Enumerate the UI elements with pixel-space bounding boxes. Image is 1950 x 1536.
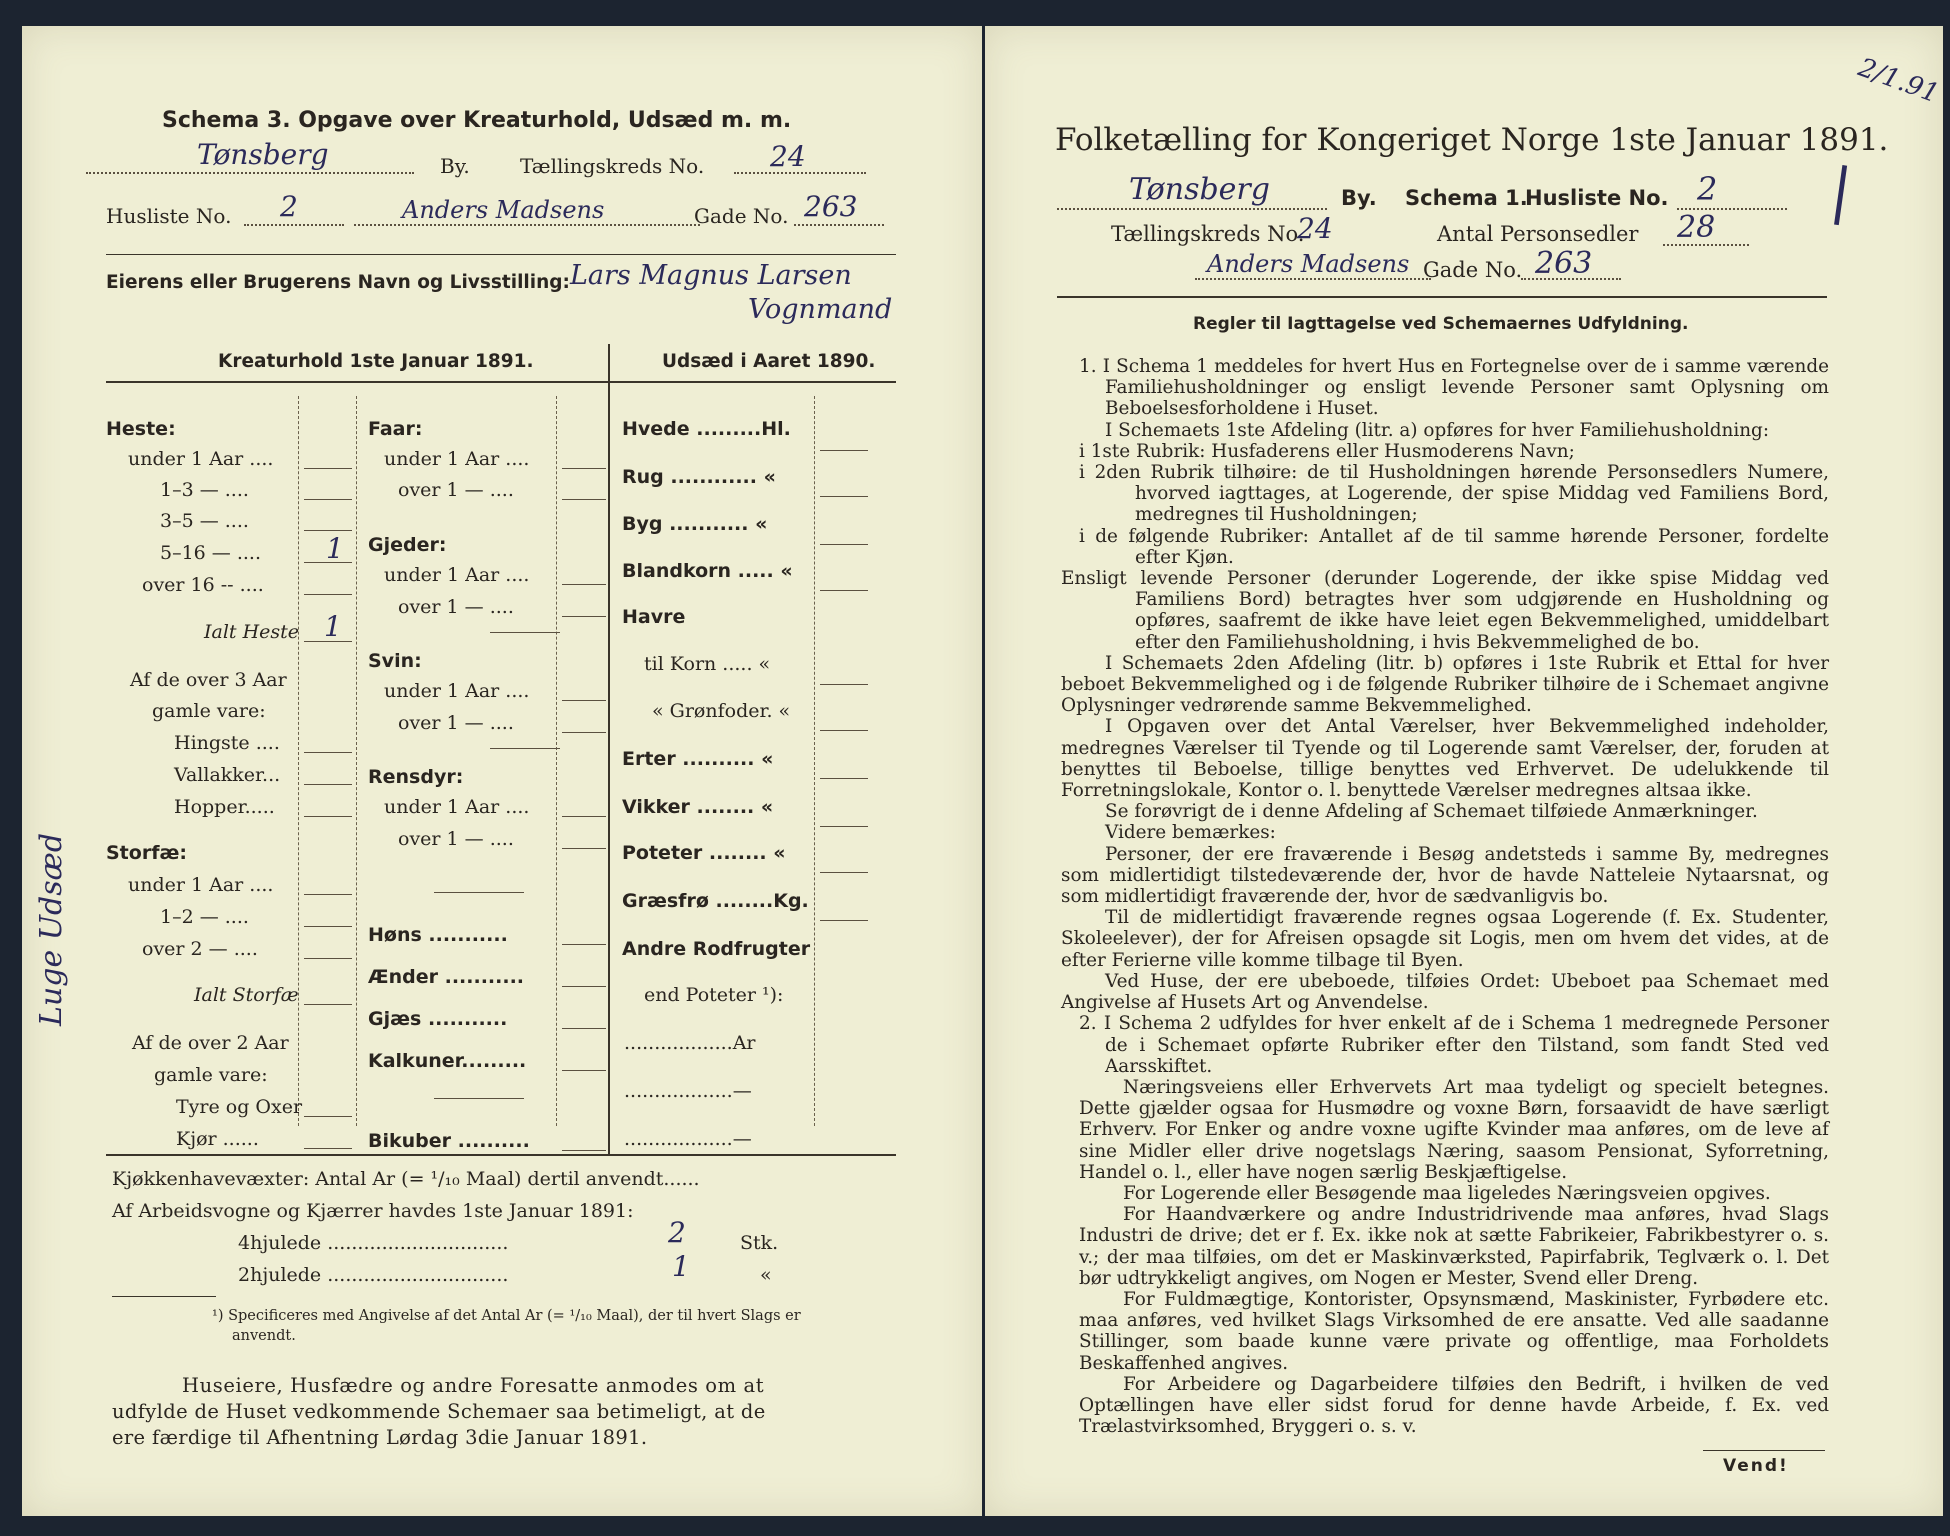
right-gade-handwritten: 263 [1535,246,1593,281]
schema1-label: Schema 1. [1405,186,1528,210]
kalkuner-label: Kalkuner......... [368,1050,527,1072]
rule-p17: For Haandværkere og andre Industridrivende maa anføres, hvad Slags Industri de drive; det er f. Ex. ikke nok at sætte Fabrikeier, Fabrikbestyrer o. s. v.; der maa tilføies, om det er Maskinværksted, Papirfabrik, Teglværk o. l. Det bør udtrykkeligt angives, om Nogen er Mester, Svend eller Dreng. [1079,1204,1829,1289]
table-bottom-rule [106,1154,896,1156]
rensdyr-over1: over 1 — .... [398,828,514,850]
rule-p3: i 1ste Rubrik: Husfaderens eller Husmoderens Navn; [1079,440,1575,462]
right-street-line [1195,278,1431,280]
kjor: Kjør ...... [176,1128,259,1150]
footnote-2: anvendt. [232,1328,296,1344]
rules-heading: Regler til Iagttagelse ved Schemaernes Udfyldning. [1193,314,1689,334]
gjeder-under1: under 1 Aar .... [384,564,530,586]
rule-p1: 1. I Schema 1 meddeles for hvert Hus en Fortegnelse over de i samme værende Familiehusholdninger og ensligt levende Personer samt Oplysning om Beboelsesforholdene i Huset. [1079,356,1829,420]
heste-over16: over 16 -- .... [142,574,264,596]
kreds-label: Tællingskreds No. [520,154,705,178]
vend-label: Vend! [1723,1456,1789,1476]
col1-rule [298,396,299,1126]
graesfro-label: Græsfrø ........Kg. [622,890,809,912]
blandkorn-label: Blandkorn ..... « [622,560,793,582]
heste-5-16-value: 1 [326,532,344,565]
af-over2-1: Af de over 2 Aar [132,1032,289,1054]
bikuber-label: Bikuber .......... [368,1130,530,1152]
gade-label: Gade No. [694,204,789,228]
section-divider [608,344,610,1154]
hopper: Hopper..... [174,796,275,818]
right-kreds-handwritten: 24 [1297,212,1333,245]
2hjulede-unit: « [760,1264,772,1286]
table-top-rule [106,381,896,383]
right-by-label: By. [1341,186,1377,210]
by-label: By. [440,154,470,178]
bottom-notice-2: udfylde de Huset vedkommende Schemaer saa betimeligt, at de [112,1400,766,1423]
hingste: Hingste .... [174,732,280,754]
ialt-heste-value: 1 [324,610,342,643]
kjokkenhave-line: Kjøkkenhavevæxter: Antal Ar (= ¹/₁₀ Maal) dertil anvendt...... [112,1168,700,1190]
rule-p11: Personer, der ere fraværende i Besøg andetsteds i samme By, medregnes som midlertidigt tilstedeværende der, hvor de havde Natteleie Nytaarsnat, og som midlertidigt fraværende der, hvor de sædvanligvis bo. [1061,843,1829,908]
rule-p7: I Schemaets 2den Afdeling (litr. b) opføres i 1ste Rubrik et Ettal for hver beboet Bekvemmelighed og i de følgende Rubriker tilhøire de i Schemaet angivne Oplysninger vedrørende samme Bekvemmelighed. [1061,652,1829,717]
vikker-label: Vikker ........ « [622,796,774,818]
left-page [22,26,982,1516]
erter-label: Erter .......... « [622,748,774,770]
storfae-over2: over 2 — .... [142,938,258,960]
rensdyr-label: Rensdyr: [368,766,464,788]
heste-3-5: 3–5 — .... [160,510,249,532]
divider [106,254,896,255]
col2-rule [556,396,557,1126]
rules-body [1061,356,1829,1437]
rule-p2: I Schemaets 1ste Afdeling (litr. a) opføres for hver Familiehusholdning: [1105,419,1770,441]
hons-label: Høns ........... [368,924,508,946]
heste-1-3: 1–3 — .... [160,479,249,501]
rensdyr-under1: under 1 Aar .... [384,796,530,818]
rug-label: Rug ............ « [622,466,776,488]
rule-p8: I Opgaven over det Antal Værelser, hver Bekvemmelighed indeholder, medregnes Værelser til Tyende og til Logerende samt Værelser, der, foruden at benyttes til Beboelse, tillige benyttes ved Erhvervet. De udelukkende til Forretningslokale, Kontor o. l. benyttede Værelser medregnes altsaa ikke. [1061,716,1829,802]
ialt-storfae: Ialt Storfæ [194,984,299,1006]
street-handwritten: Anders Madsens [402,196,605,224]
owner-occupation-handwritten: Vognmand [748,294,893,325]
husliste-label: Husliste No. [106,204,232,228]
right-kreds-label: Tællingskreds No. [1111,222,1305,246]
kreds-handwritten: 24 [770,140,806,173]
storfae-1-2: 1–2 — .... [160,906,249,928]
city-handwritten: Tønsberg [197,138,329,171]
footnote-rule [112,1296,216,1297]
owner-name-handwritten: Lars Magnus Larsen [570,260,852,291]
right-city-line [1057,208,1327,210]
rule-p10: Videre bemærkes: [1105,822,1276,844]
rule-p18: For Fuldmægtige, Kontorister, Opsynsmænd, Maskinister, Fyrbødere etc. maa anføres, ved hvilket Slags Virksomhed de ere ansatte. Ved alle saadanne Stillinger, som baade kunne være private og offentlige, maa Forholdets Beskaffenhed angives. [1079,1288,1829,1374]
poteter-label: Poteter ........ « [622,842,786,864]
4hjulede-unit: Stk. [740,1232,779,1254]
rule-p6: Ensligt levende Personer (derunder Logerende, der ikke spise Middag ved Familiens Bord) betragtes hver som udgjørende en Husholdning og opføres, saafremt de ikke have leiet egen Bekvemmelighed, umiddelbart efter den Familiehusholdning, i hvis Bekvemmelighed de bo. [1061,568,1829,653]
right-gade-label: Gade No. [1423,258,1523,282]
rule-p16: For Logerende eller Besøgende maa ligeledes Næringsveien opgives. [1123,1182,1771,1204]
heste-under1: under 1 Aar .... [128,448,274,470]
right-husliste-label: Husliste No. [1525,186,1669,210]
margin-note-handwritten: Luge Udsæd [34,832,69,1026]
rule-p15: Næringsveiens eller Erhvervets Art maa tydeligt og specielt betegnes. Dette gjælder ogsaa for Husmødre og voxne Børn, forsaavidt de have særligt Erhverv. For Enker og andre voxne ugifte Kvinder maa anføres, om de leve af sine Midler eller drive nogetslags Næring, saasom Pensionat, Syforretning, Handel o. l., eller have nogen særlig Beskjæftigelse. [1079,1076,1829,1183]
tyre-og-oxer: Tyre og Oxer [176,1096,303,1118]
gade-handwritten: 263 [804,190,858,223]
col1-rule-right [356,396,357,1126]
svin-under1: under 1 Aar .... [384,680,530,702]
end-poteter: end Poteter ¹): [644,984,784,1006]
gjaes-label: Gjæs ........... [368,1008,508,1030]
right-city-handwritten: Tønsberg [1129,172,1270,207]
dash-line-1: ..................— [624,1080,752,1102]
ar-line: ..................Ar [624,1032,756,1054]
gjeder-over1: over 1 — .... [398,596,514,618]
rule-p9: Se forøvrigt de i denne Afdeling af Schemaet tilføiede Anmærkninger. [1105,801,1758,823]
af-over2-2: gamle vare: [154,1064,268,1086]
af-over3-2: gamle vare: [152,700,266,722]
storfae-under1: under 1 Aar .... [128,874,274,896]
husliste-handwritten: 2 [280,190,298,223]
owner-label: Eierens eller Brugerens Navn og Livsstilling: [106,272,570,293]
arbeidsvogne-line: Af Arbeidsvogne og Kjærrer havdes 1ste Januar 1891: [112,1200,634,1222]
havre-til-korn: til Korn ..... « [644,653,771,675]
4hjulede-label: 4hjulede .............................. [238,1232,509,1254]
check-mark: | [1826,154,1856,228]
right-husliste-handwritten: 2 [1697,170,1718,208]
footnote-1: ¹) Specificeres med Angivelse af det Antal Ar (= ¹/₁₀ Maal), der til hvert Slags er [212,1308,801,1324]
schema3-title: Schema 3. Opgave over Kreaturhold, Udsæd m. m. [162,108,792,133]
right-page [985,26,1943,1516]
col3-rule [814,396,815,1126]
kreaturhold-header: Kreaturhold 1ste Januar 1891. [218,351,534,372]
4hjulede-value: 2 [668,1216,686,1249]
gade-line [794,224,884,226]
andre-rodfrugter-label: Andre Rodfrugter [622,938,811,960]
antal-handwritten: 28 [1677,210,1716,245]
storfae-label: Storfæ: [106,842,187,864]
right-divider [1057,296,1827,298]
heste-label: Heste: [106,418,176,440]
corner-note-handwritten: 2/1.91 [1854,52,1943,110]
census-title: Folketælling for Kongeriget Norge 1ste Januar 1891. [1055,122,1889,158]
bottom-notice-3: ere færdige til Afhentning Lørdag 3die Januar 1891. [112,1426,648,1449]
bottom-notice-1: Huseiere, Husfædre og andre Foresatte anmodes om at [182,1374,765,1397]
heste-5-16: 5–16 — .... [160,542,262,564]
antal-label: Antal Personsedler [1437,222,1639,246]
gjeder-label: Gjeder: [368,534,447,556]
husliste-line [244,224,344,226]
rule-p13: Ved Huse, der ere ubeboede, tilføies Ordet: Ubeboet paa Schemaet med Angivelse af Husets Art og Anvendelse. [1061,970,1829,1014]
rule-p12: Til de midlertidigt fraværende regnes ogsaa Logerende (f. Ex. Studenter, Skoleelever), der for Afreisen opsagde sit Logis, men om hvem det vides, at de efter Ferierne ville komme tilbage til Byen. [1061,907,1829,971]
city-line [86,172,414,174]
svin-over1: over 1 — .... [398,712,514,734]
rule-p4: i 2den Rubrik tilhøire: de til Husholdningen hørende Personsedlers Numere, hvorved iagttages, at Logerende, der spise Middag ved Familiens Bord, medregnes til Husholdningen; [1079,462,1829,526]
faar-under1: under 1 Aar .... [384,448,530,470]
faar-label: Faar: [368,418,423,440]
rule-p5: i de følgende Rubriker: Antallet af de til samme hørende Personer, fordelte efter Kjøn. [1079,525,1829,568]
street-line [354,224,700,226]
hvede-label: Hvede .........Hl. [622,418,791,440]
ialt-heste: Ialt Heste [204,621,300,643]
dash-line-2: ..................— [624,1128,752,1150]
byg-label: Byg ........... « [622,513,768,535]
af-over3-1: Af de over 3 Aar [130,669,287,691]
rule-p19: For Arbeidere og Dagarbeidere tilføies den Bedrift, i hvilken de ved Optællingen have eller sidst forud for denne havde Arbeide, f. Ex. ved Trælastvirksomhed, Bryggeri o. s. v. [1079,1373,1829,1438]
right-street-handwritten: Anders Madsens [1207,250,1410,278]
2hjulede-value: 1 [672,1250,690,1283]
havre-gronfoder: « Grønfoder. « [652,700,791,722]
aender-label: Ænder ........... [368,966,525,988]
rule-p14: 2. I Schema 2 udfyldes for hver enkelt af de i Schema 1 medregnede Personer de i Schemaet opførte Rubriker efter den Tilstand, som fandt Sted ved Aarsskiftet. [1079,1013,1829,1077]
svin-label: Svin: [368,650,422,672]
2hjulede-label: 2hjulede .............................. [238,1264,509,1286]
vallakker: Vallakker... [174,764,281,786]
vend-rule [1703,1450,1825,1451]
havre-label: Havre [622,606,686,628]
faar-over1: over 1 — .... [398,479,514,501]
udsaed-header: Udsæd i Aaret 1890. [662,351,876,372]
